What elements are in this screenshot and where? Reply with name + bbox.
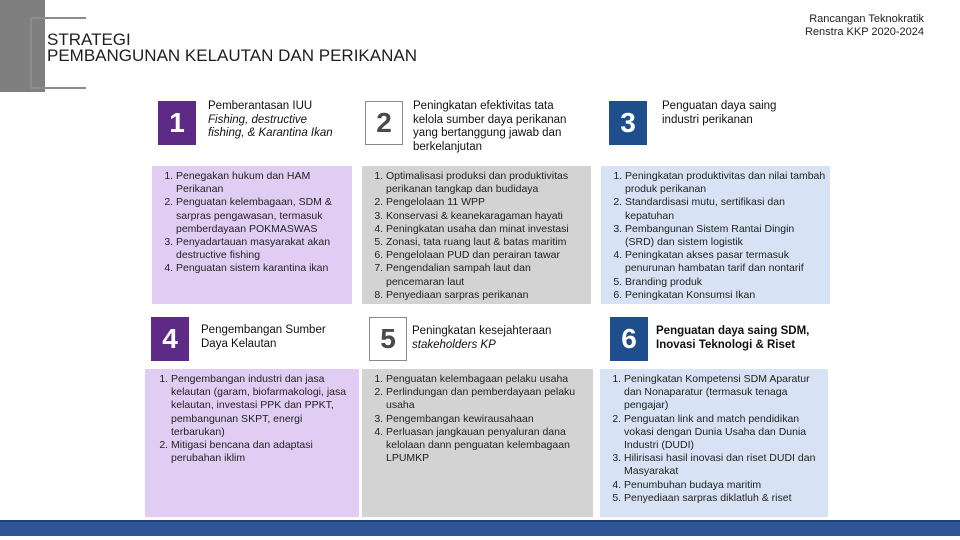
list-item: 6. Pengelolaan PUD dan perairan tawar <box>386 249 587 262</box>
strategy-1-card <box>152 166 352 304</box>
list-item: 5. Zonasi, tata ruang laut & batas maritim <box>386 236 587 249</box>
page-title-line2: PEMBANGUNAN KELAUTAN DAN PERIKANAN <box>47 46 417 65</box>
strategy-6-title-line1: Penguatan daya saing SDM, <box>656 325 810 337</box>
list-item: 2. Standardisasi mutu, sertifikasi dan kepatuhan <box>625 196 826 222</box>
list-item: 1. Optimalisasi produksi dan produktivitas perikanan tangkap dan budidaya <box>386 170 587 196</box>
list-item: 1. Peningkatan Kompetensi SDM Aparatur dan Nonaparatur (termasuk tenaga pengajar) <box>624 373 824 413</box>
document-label-line2: Renstra KKP 2020-2024 <box>804 26 924 38</box>
list-item: 3. Pembangunan Sistem Rantai Dingin (SRD) dan sistem logistik <box>625 223 826 249</box>
strategy-6-title <box>656 325 809 352</box>
strategy-1-title-line3: fishing, & Karantina Ikan <box>208 127 333 139</box>
strategy-4-number: 4 <box>151 317 189 361</box>
strategy-6-title-line2: Inovasi Teknologi & Riset <box>656 338 796 351</box>
list-item: 8. Penyediaan sarpras perikanan <box>386 289 587 302</box>
strategy-6-card <box>600 369 828 517</box>
list-item: 1. Peningkatan produktivitas dan nilai tambah produk perikanan <box>625 170 826 196</box>
strategy-3-title-line2: industri perikanan <box>662 113 753 126</box>
strategy-4-title <box>201 324 326 351</box>
list-item: 3. Penyadartauan masyarakat akan destructive fishing <box>176 236 348 262</box>
strategy-4-title-line1: Pengembangan Sumber <box>201 324 326 336</box>
list-item: 4. Penumbuhan budaya maritim <box>624 479 824 492</box>
list-item: 2. Penguatan kelembagaan, SDM & sarpras pengawasan, termasuk pemberdayaan POKMASWAS <box>176 196 348 236</box>
list-item: 1. Penguatan kelembagaan pelaku usaha <box>386 373 589 386</box>
strategy-2-title <box>413 100 566 154</box>
document-label <box>805 13 924 39</box>
strategy-2-title-line2: kelola sumber daya perikanan <box>413 113 567 126</box>
strategy-2-title-line1: Peningkatan efektivitas tata <box>413 100 554 112</box>
strategy-4-title-line2: Daya Kelautan <box>201 337 277 350</box>
list-item: 4. Perluasan jangkauan penyaluran dana kelolaan dann penguatan kelembagaan LPUMKP <box>386 426 589 466</box>
strategy-2-title-line3: yang bertanggung jawab dan <box>413 127 562 139</box>
strategy-1-title-line1: Pemberantasan IUU <box>208 100 313 112</box>
list-item: 3. Pengembangan kewirausahaan <box>386 413 589 426</box>
page-title-line1: STRATEGI <box>47 30 131 49</box>
strategy-3-card <box>601 166 830 304</box>
list-item: 1. Pengembangan industri dan jasa kelautan (garam, biofarmakologi, jasa kelautan, investasi PPK dan PPKT, pembangunan SKPT, energi terbarukan) <box>171 373 355 439</box>
list-item: 4. Penguatan sistem karantina ikan <box>176 262 348 275</box>
list-item: 4. Peningkatan usaha dan minat investasi <box>386 223 587 236</box>
strategy-5-title-line2: stakeholders KP <box>412 338 496 351</box>
list-item: 7. Pengendalian sampah laut dan pencemaran laut <box>386 262 587 288</box>
strategy-6-number: 6 <box>610 317 648 361</box>
list-item: 3. Konservasi & keanekaragaman hayati <box>386 210 587 223</box>
strategy-2-card <box>362 166 591 304</box>
list-item: 1. Penegakan hukum dan HAM Perikanan <box>176 170 348 196</box>
strategy-5-card <box>362 369 593 517</box>
list-item: 2. Mitigasi bencana dan adaptasi perubahan iklim <box>171 439 355 465</box>
strategy-3-title-line1: Penguatan daya saing <box>662 100 777 112</box>
strategy-3-number: 3 <box>609 101 647 145</box>
list-item: 3. Hilirisasi hasil inovasi dan riset DUDI dan Masyarakat <box>624 452 824 478</box>
strategy-1-title <box>208 100 333 141</box>
list-item: 2. Pengelolaan 11 WPP <box>386 196 587 209</box>
list-item: 2. Penguatan link and match pendidikan vokasi dengan Dunia Usaha dan Dunia Industri (DUDI) <box>624 413 824 453</box>
list-item: 6. Peningkatan Konsumsi Ikan <box>625 289 826 302</box>
document-label-line1: Rancangan Teknokratik <box>809 13 924 25</box>
strategy-2-number: 2 <box>365 101 403 145</box>
list-item: 4. Peningkatan akses pasar termasuk penurunan hambatan tarif dan nontarif <box>625 249 826 275</box>
list-item: 5. Branding produk <box>625 276 826 289</box>
strategy-5-title-line1: Peningkatan kesejahteraan <box>412 325 552 337</box>
list-item: 5. Penyediaan sarpras diklatluh & riset <box>624 492 824 505</box>
strategy-1-number: 1 <box>158 101 196 145</box>
list-item: 2. Perlindungan dan pemberdayaan pelaku usaha <box>386 386 589 412</box>
strategy-5-number: 5 <box>369 317 407 361</box>
strategy-2-title-line4: berkelanjutan <box>413 140 483 153</box>
strategy-4-card <box>145 369 359 517</box>
footer-bar <box>0 520 960 536</box>
strategy-3-title <box>662 100 776 127</box>
strategy-5-title <box>412 325 551 352</box>
strategy-1-title-line2: Fishing, destructive <box>208 113 308 126</box>
